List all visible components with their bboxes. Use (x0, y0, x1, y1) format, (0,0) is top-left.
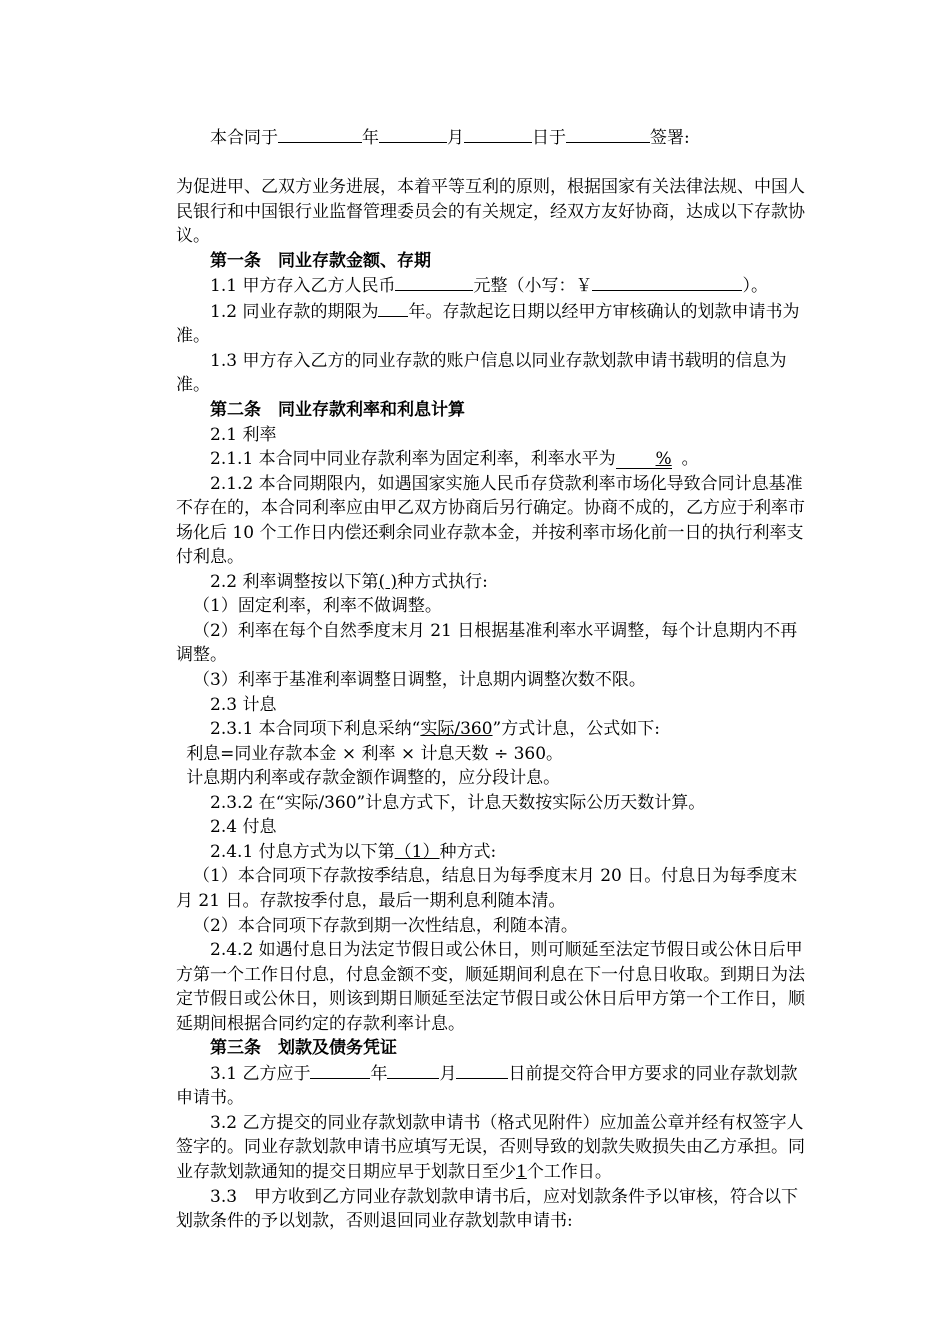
text: 3.2 乙方提交的同业存款划款申请书（格式见附件）应加盖公章并经有权签字人签字的。同业存款划款申请书应填写无误，否则导致的划款失败损失由乙方承担。同业存款划款通知的提交日期应早于划款日至少 (176, 1112, 805, 1182)
text: ”方式计息，公式如下: (492, 719, 660, 740)
text: 3.1 乙方应于 (210, 1063, 311, 1084)
clause-3-3: 3.3 甲方收到乙方同业存款划款申请书后，应对划款条件予以审核，符合以下划款条件的予以划款，否则退回同业存款划款申请书: (176, 1186, 799, 1232)
blank-amount-figure[interactable] (592, 273, 742, 291)
clause-2-1-2: 2.1.2 本合同期限内，如遇国家实施人民币存贷款利率市场化导致合同计息基准不存在的，本合同利率应由甲乙双方协商后另行确定。协商不成的，乙方应于利率市场化后 10 个工作日内偿还剩余同业存款本金，并按利率市场化前一日的执行利率支付利息。 (176, 473, 805, 568)
text: 年 (362, 128, 379, 148)
blank-month[interactable] (387, 1061, 439, 1079)
formula: 利息=同业存款本金 × 利率 × 计息天数 ÷ 360。 (186, 743, 564, 764)
text: 日于 (532, 128, 566, 148)
text: 2.1.1 本合同中同业存款利率为固定利率，利率水平为 (210, 449, 616, 470)
text: 日前提交符合甲方要求的同业存款划款申请书。 (176, 1063, 798, 1109)
clause-2-4-1 (176, 840, 812, 865)
clause-3-2 (176, 1111, 812, 1185)
clause-2-1: 2.1 利率 (210, 424, 277, 445)
signing-date-line (176, 125, 812, 151)
text: 年。存款起讫日期以经甲方审核确认的划款申请书为准。 (176, 301, 800, 347)
clause-2-3: 2.3 计息 (210, 694, 277, 715)
text: 。 (681, 449, 699, 470)
formula-note: 计息期内利率或存款金额作调整的，应分段计息。 (186, 768, 561, 789)
blank-year[interactable] (278, 125, 362, 143)
blank-payment-option[interactable]: （1） (394, 841, 440, 862)
text: 元整（小写：￥ (473, 276, 593, 297)
clause-2-4: 2.4 付息 (210, 817, 277, 838)
text: 种方式执行: (397, 571, 488, 592)
option-2-2-1: （1）固定利率，利率不做调整。 (193, 596, 442, 617)
blank-day[interactable] (464, 125, 532, 143)
blank-days[interactable]: 1 (516, 1161, 527, 1182)
text: 1.2 同业存款的期限为 (210, 301, 379, 322)
blank-option[interactable]: ( ) (378, 571, 398, 592)
text: 年 (370, 1063, 388, 1084)
text: 2.2 利率调整按以下第 (210, 571, 379, 592)
blank-amount[interactable] (395, 273, 473, 291)
text: 签署: (650, 128, 690, 148)
text: 本合同于 (210, 128, 278, 148)
method-value: 实际/360 (420, 719, 493, 740)
article-3-heading: 第三条 划款及债务凭证 (210, 1038, 397, 1059)
blank-year[interactable] (310, 1061, 370, 1079)
blank-month[interactable] (379, 125, 447, 143)
text: 2.4.1 付息方式为以下第 (210, 841, 395, 862)
clause-2-4-2: 2.4.2 如遇付息日为法定节假日或公休日，则可顺延至法定节假日或公休日后甲方第一个工作日付息，付息金额不变，顺延期间利息在下一付息日收取。到期日为法定节假日或公休日，则该到期日顺延至法定节假日或公休日后甲方第一个工作日，顺延期间根据合同约定的存款利率计息。 (176, 940, 805, 1034)
clause-1-1 (176, 273, 812, 299)
article-2-heading: 第二条 同业存款利率和利息计算 (210, 400, 465, 421)
blank-term[interactable] (378, 299, 408, 317)
contract-page (176, 125, 812, 1234)
text: 种方式: (439, 841, 497, 862)
text: 月 (447, 128, 464, 148)
text: 月 (439, 1063, 457, 1084)
option-2-4-1-1: （1）本合同项下存款按季结息，结息日为每季度末月 20 日。付息日为每季度末月 21 日。存款按季付息，最后一期利息利随本清。 (176, 866, 798, 911)
text: ）。 (742, 276, 768, 297)
clause-1-3: 1.3 甲方存入乙方的同业存款的账户信息以同业存款划款申请书载明的信息为准。 (176, 350, 787, 396)
clause-2-1-1 (176, 447, 812, 472)
blank-rate[interactable]: % (616, 451, 672, 469)
clause-2-2 (176, 570, 812, 595)
blank-place[interactable] (566, 125, 650, 143)
clause-2-3-1 (176, 717, 812, 742)
preamble (176, 151, 812, 249)
text: 个工作日。 (526, 1161, 612, 1182)
preamble-text: 为促进甲、乙双方业务进展，本着平等互利的原则，根据国家有关法律法规、中国人民银行和中国银行业监督管理委员会的有关规定，经双方友好协商，达成以下存款协议。 (176, 177, 805, 247)
clause-1-2 (176, 299, 812, 349)
clause-2-3-2: 2.3.2 在“实际/360”计息方式下，计息天数按实际公历天数计算。 (210, 792, 706, 813)
option-2-4-1-2: （2）本合同项下存款到期一次性结息，利随本清。 (193, 915, 578, 936)
article-1-heading: 第一条 同业存款金额、存期 (210, 250, 431, 271)
clause-3-1 (176, 1061, 812, 1111)
option-2-2-3: （3）利率于基准利率调整日调整，计息期内调整次数不限。 (193, 670, 646, 691)
blank-day[interactable] (456, 1061, 508, 1079)
option-2-2-2: （2）利率在每个自然季度末月 21 日根据基准利率水平调整，每个计息期内不再调整。 (176, 620, 798, 666)
text: 1.1 甲方存入乙方人民币 (210, 276, 396, 297)
text: 2.3.1 本合同项下利息采纳“ (210, 719, 421, 740)
